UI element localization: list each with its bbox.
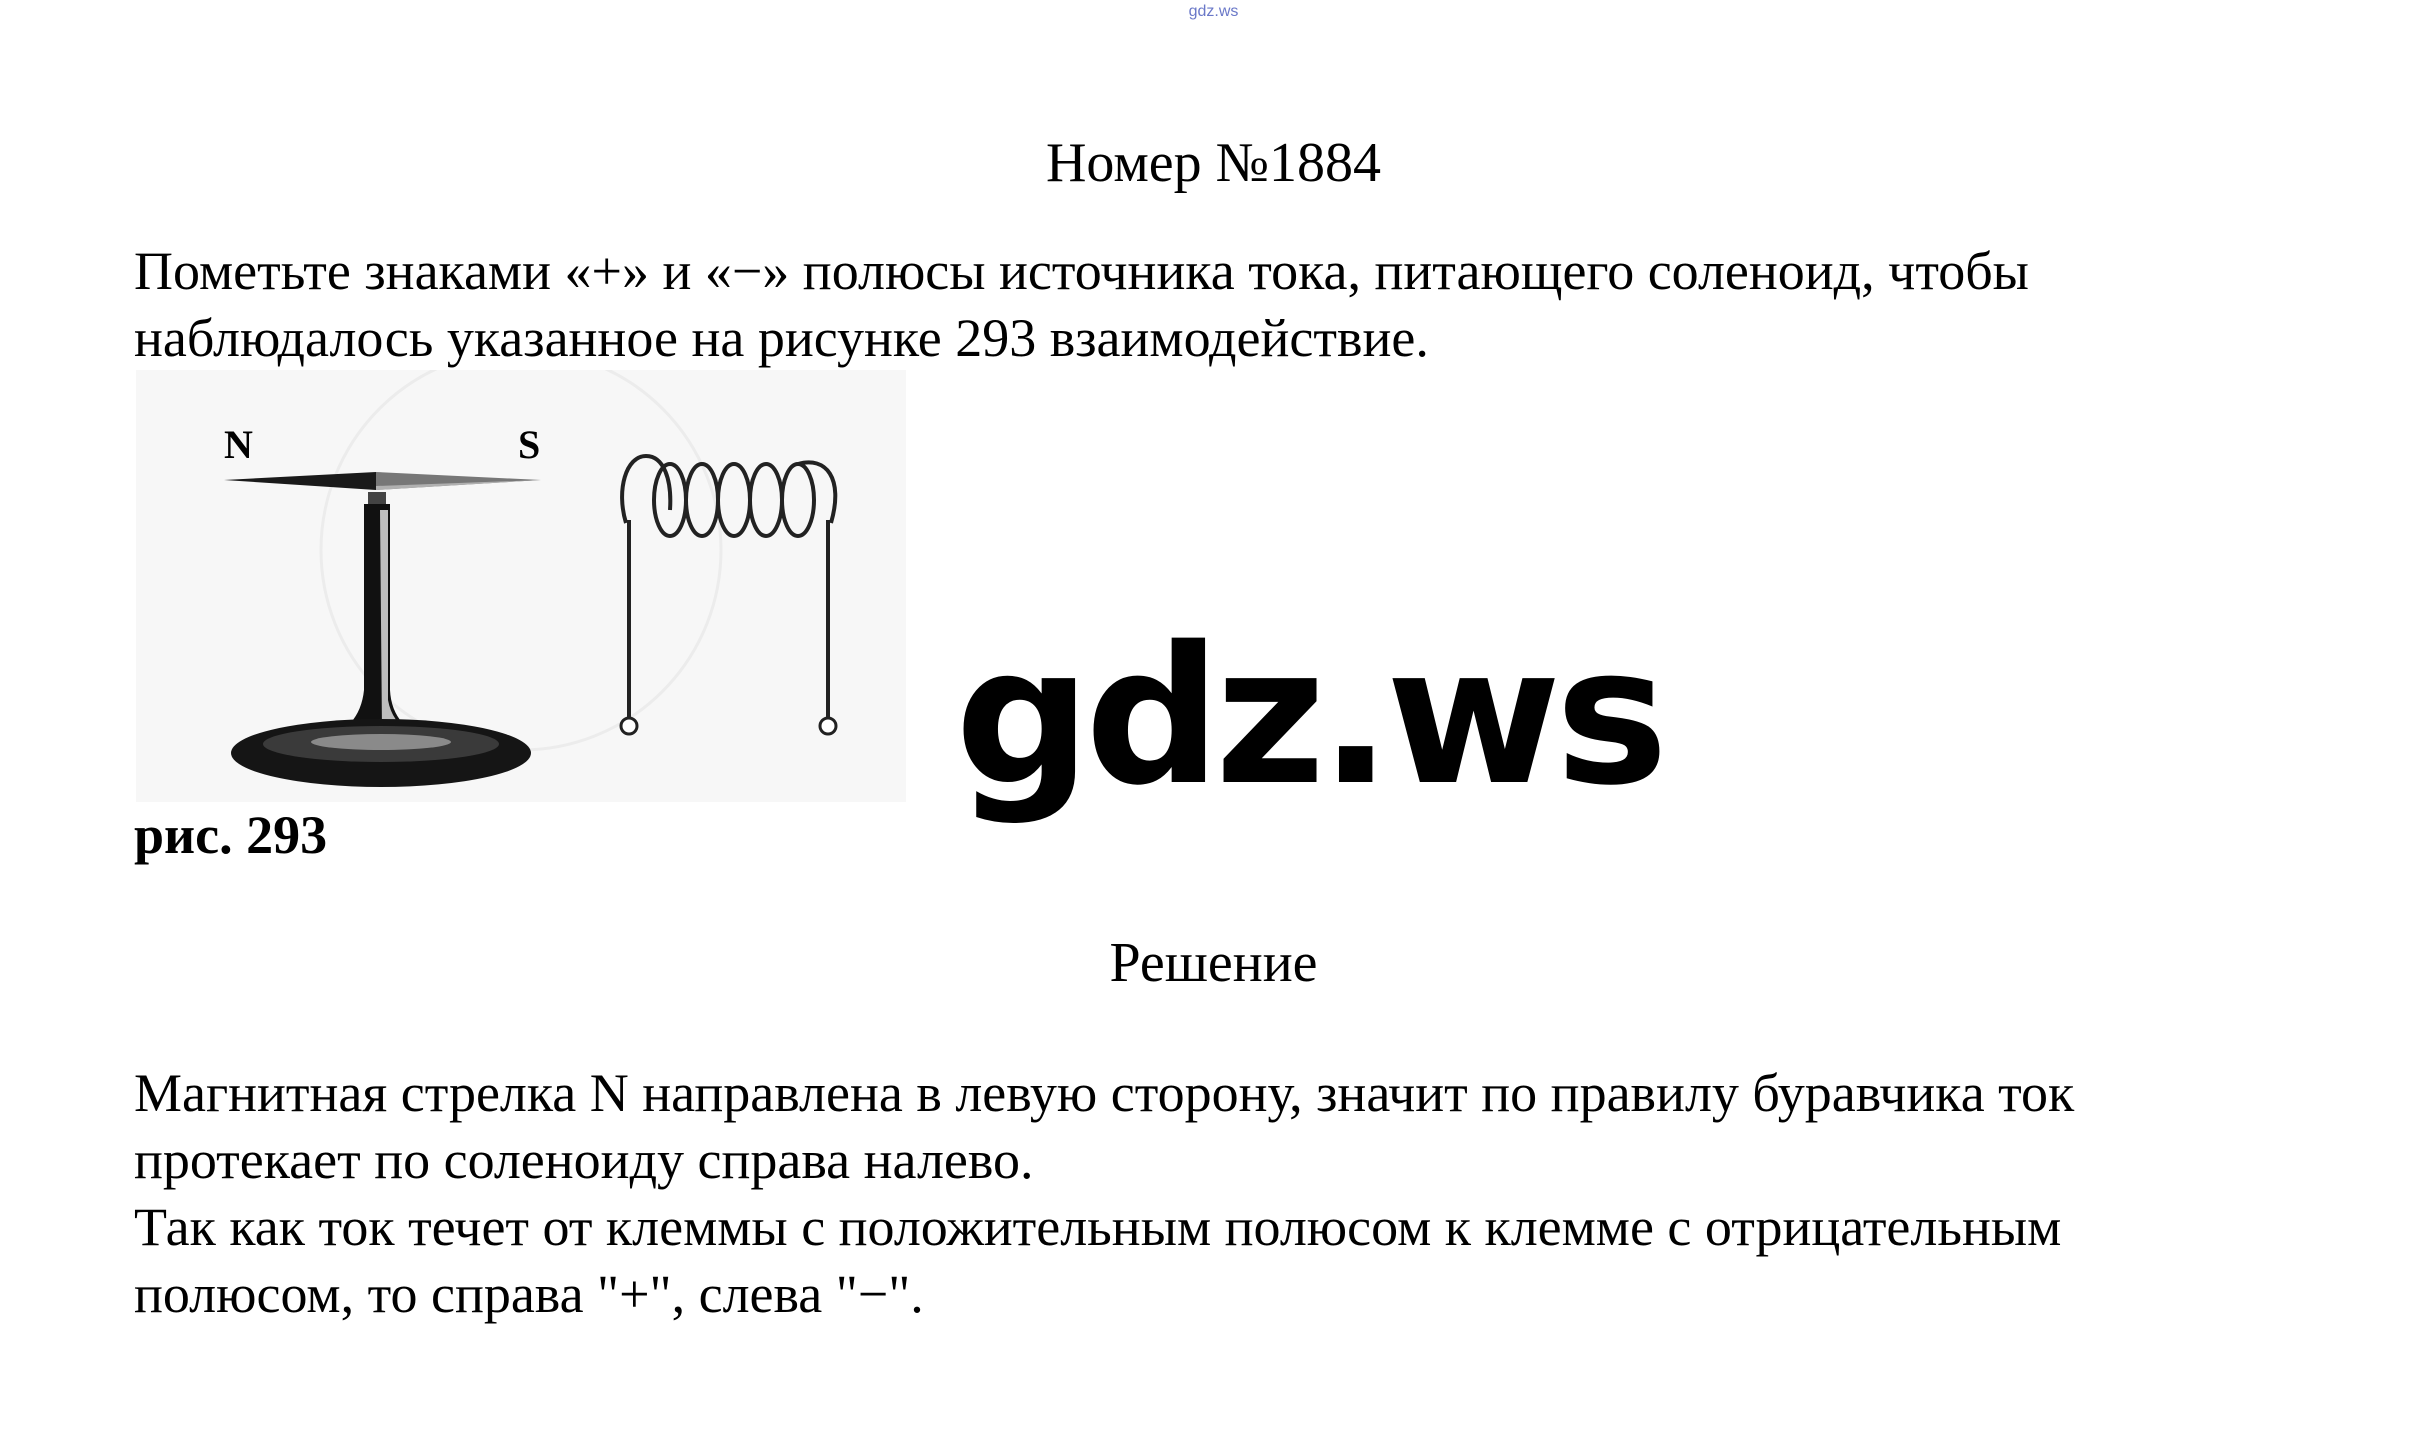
solution-text-line: протекает по соленоиду справа налево. (134, 1130, 1034, 1190)
figure-293 (136, 370, 906, 802)
south-label: S (518, 422, 541, 467)
problem-text-line: Пометьте знаками «+» и «−» полюсы источника тока, питающего соленоид, чтобы (134, 241, 2029, 301)
solution-text-line: Магнитная стрелка N направлена в левую сторону, значит по правилу буравчика ток (134, 1063, 2075, 1123)
page-title: Номер №1884 (1045, 132, 1382, 194)
solution-heading: Решение (1109, 932, 1318, 994)
right-terminal (820, 718, 836, 734)
site-mark: gdz.ws (1188, 3, 1239, 20)
solution-text-line: полюсом, то справа "+", слева "−". (134, 1264, 924, 1324)
figure-caption: рис. 293 (134, 805, 328, 865)
north-label: N (224, 422, 253, 467)
left-terminal (621, 718, 637, 734)
solution-text-line: Так как ток течет от клеммы с положительным полюсом к клемме с отрицательным (134, 1197, 2062, 1257)
problem-text-line: наблюдалось указанное на рисунке 293 взаимодействие. (134, 308, 1429, 368)
watermark: gdz.ws (955, 606, 1663, 827)
